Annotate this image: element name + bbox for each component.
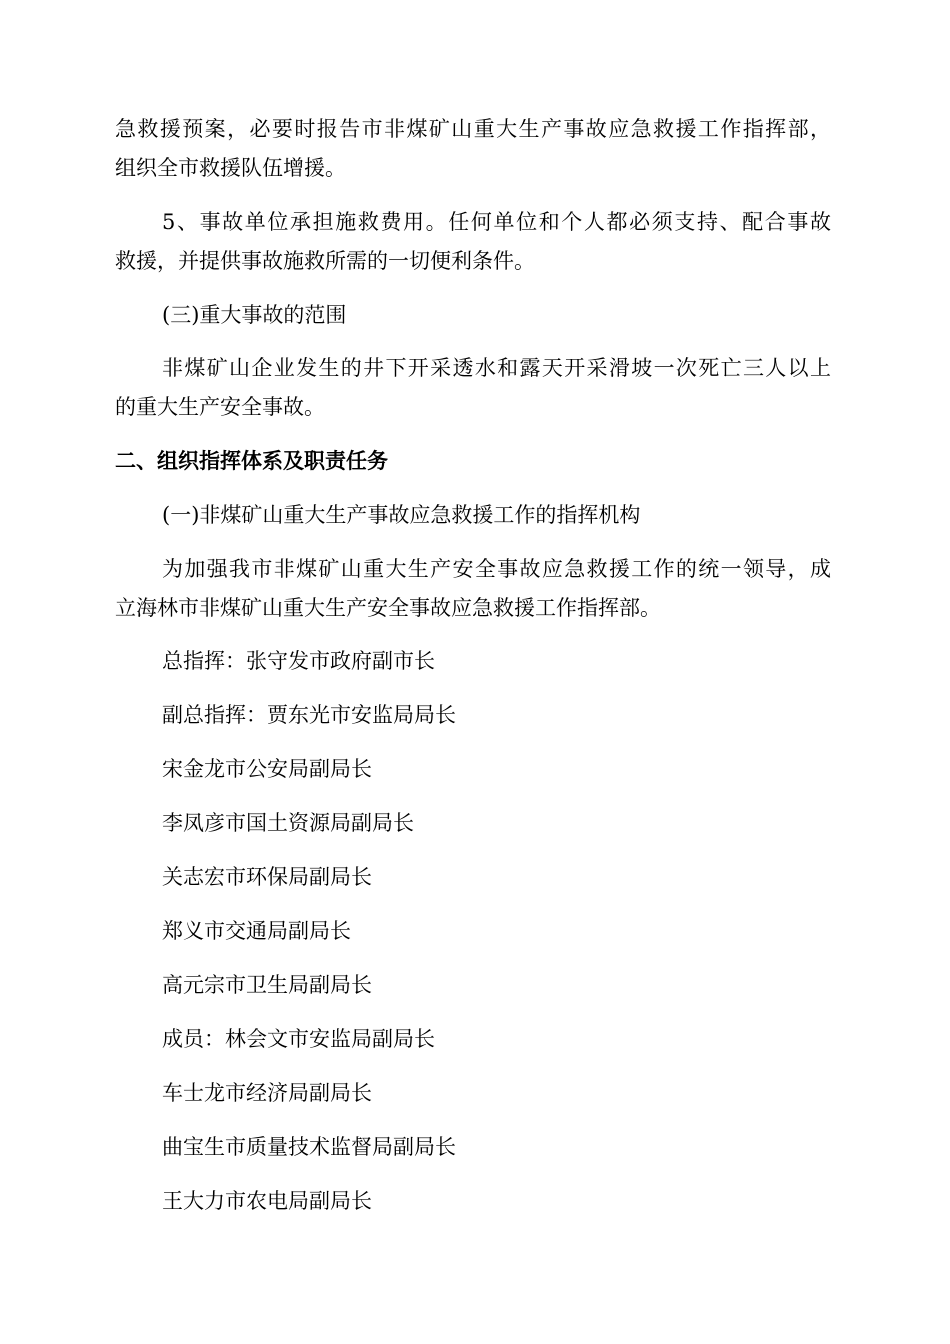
paragraph-7-line-2: 立海林市非煤矿山重大生产安全事故应急救援工作指挥部。 [115, 596, 661, 620]
paragraph-1-line-1: 急救援预案，必要时报告市非煤矿山重大生产事故应急救援工作指挥部， [115, 117, 831, 141]
paragraph-7-line-1: 为加强我市非煤矿山重大生产安全事故应急救援工作的统一领导，成 [162, 557, 831, 581]
paragraph-1-line-2: 组织全市救援队伍增援。 [115, 156, 346, 180]
personnel-item: 成员：林会文市安监局副局长 [162, 1027, 435, 1051]
personnel-item: 宋金龙市公安局副局长 [162, 757, 372, 781]
personnel-item: 郑义市交通局副局长 [162, 919, 351, 943]
personnel-item: 李凤彦市国土资源局副局长 [162, 811, 414, 835]
paragraph-2-line-1: 5、事故单位承担施救费用。任何单位和个人都必须支持、配合事故 [162, 210, 831, 234]
personnel-item: 曲宝生市质量技术监督局副局长 [162, 1135, 456, 1159]
personnel-item: 关志宏市环保局副局长 [162, 865, 372, 889]
subsection-heading-3: (三)重大事故的范围 [162, 303, 347, 327]
personnel-item: 副总指挥：贾东光市安监局局长 [162, 703, 456, 727]
personnel-item: 高元宗市卫生局副局长 [162, 973, 372, 997]
personnel-item: 总指挥：张守发市政府副市长 [162, 649, 435, 673]
paragraph-4-line-2: 的重大生产安全事故。 [115, 395, 325, 419]
paragraph-4-line-1: 非煤矿山企业发生的井下开采透水和露天开采滑坡一次死亡三人以上 [162, 356, 831, 380]
section-heading-2: 二、组织指挥体系及职责任务 [115, 449, 388, 473]
personnel-item: 车士龙市经济局副局长 [162, 1081, 372, 1105]
paragraph-2-line-2: 救援，并提供事故施救所需的一切便利条件。 [115, 249, 535, 273]
personnel-item: 王大力市农电局副局长 [162, 1189, 372, 1213]
subsection-heading-1: (一)非煤矿山重大生产事故应急救援工作的指挥机构 [162, 503, 641, 527]
